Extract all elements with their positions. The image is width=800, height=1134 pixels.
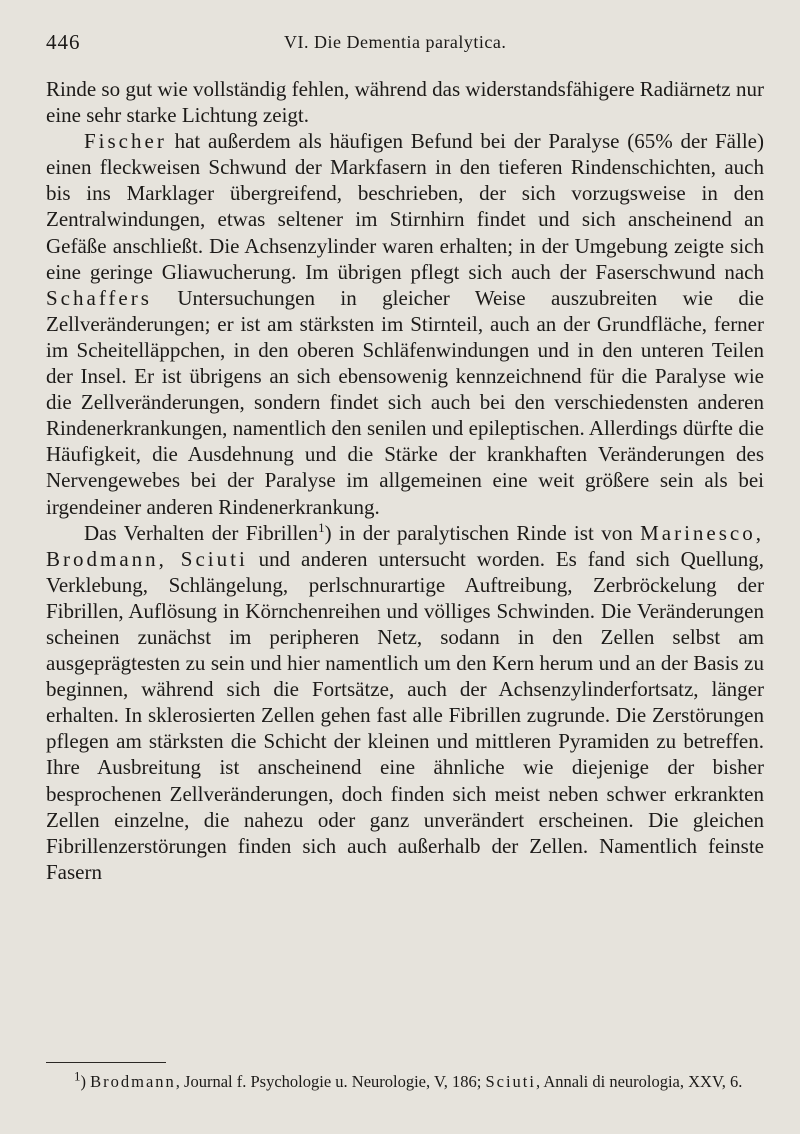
footnote-text-b: , Annali di neurologia, XXV, 6. xyxy=(535,1072,743,1091)
footnote-text-a: , Journal f. Psychologie u. Neurologie, V, 186; xyxy=(175,1072,486,1091)
paragraph-3-text-b: ) in der paralytischen Rinde ist von xyxy=(324,520,641,545)
footnote-number: 1 xyxy=(74,1068,81,1084)
running-head: VI. Die Dementia paralytica. xyxy=(284,32,507,52)
footnote-paren: ) xyxy=(80,1072,86,1091)
paragraph-fischer xyxy=(46,128,764,519)
paragraph-2-text-b: Untersuchungen in gleicher Weise auszubreiten wie die Zellveränderungen; er ist am stärksten im Stirnteil, auch an der Grundfläche, ferner im Scheitelläppchen, in den oberen Schläfenwindungen und in den unteren Teilen der Insel. Er ist übrigens an sich ebensowenig kennzeichnend für die Paralyse wie die Zellveränderungen, sondern findet sich auch bei den verschiedensten anderen Rindenerkrankungen, namentlich den senilen und epileptischen. Allerdings dürfte die Häufigkeit, die Ausdehnung und die Stärke der krankhaften Veränderungen des Nervengewebes bei der Paralyse im allgemeinen eine weit größere sein als bei irgendeiner anderen Rindenerkrankung. xyxy=(46,285,764,519)
author-name-schaffers: Schaffers xyxy=(46,285,152,310)
author-name-fischer: Fischer xyxy=(84,129,167,154)
footnote-divider xyxy=(46,1062,166,1063)
paragraph-3-text-c: und anderen untersucht worden. Es fand sich Quellung, Verklebung, Schlängelung, perlschnurartige Auftreibung, Zerbröckelung der Fibrillen, Auflösung in Körnchenreihen und völliges Schwinden. Die Veränderungen scheinen zunächst im peripheren Netz, sodann in den Zellen selbst am ausgeprägtesten zu sein und hier namentlich um den Kern herum und an der Basis zu beginnen, während sich die Fortsätze, auch der Achsenzylinderfortsatz, länger erhalten. In sklerosierten Zellen gehen fast alle Fibrillen zugrunde. Die Zerstörungen pflegen am stärksten die Schicht der kleinen und mittleren Pyramiden zu betreffen. Ihre Ausbreitung ist anscheinend eine ähnliche wie diejenige der bisher besprochenen Zellveränderungen, doch finden sich meist neben schwer erkrankten Zellen einzelne, die nahezu oder ganz unverändert erscheinen. Die gleichen Fibrillenzerstörungen finden sich auch außerhalb der Zellen. Namentlich feinste Fasern xyxy=(46,546,764,884)
footnote-author-sciuti: Sciuti xyxy=(485,1072,536,1091)
paragraph-1-text: Rinde so gut wie vollständig fehlen, während das widerstandsfähigere Radiärnetz nur eine sehr starke Lichtung zeigt. xyxy=(46,77,764,128)
page-header xyxy=(46,30,766,60)
footnote-mark xyxy=(46,1068,86,1091)
paragraph-2-text-a: hat außerdem als häufigen Befund bei der Paralyse (65% der Fälle) einen fleckweisen Schwund der Markfasern in den tieferen Rindenschichten, auch bis ins Marklager übergreifend, beschrieben, der sich vorzugsweise in den Zentralwindungen, etwas seltener im Stirnhirn findet und sich anscheinend an Gefäße anschließt. Die Achsenzylinder waren erhalten; in der Umgebung zeigte sich eine geringe Gliawucherung. Im übrigen pflegt sich auch der Faserschwund nach xyxy=(46,129,764,284)
footnote-reference: 1 xyxy=(318,519,325,535)
paragraph-3-text-a: Das Verhalten der Fibrillen xyxy=(84,520,319,545)
page-number: 446 xyxy=(46,30,81,54)
paragraph-fibrillen xyxy=(46,520,764,885)
body-text xyxy=(46,76,764,885)
footnote-author-brodmann: Brodmann xyxy=(90,1072,176,1091)
paragraph-continuation xyxy=(46,76,764,128)
author-names-list: Marinesco, Brodmann, Sciuti xyxy=(46,520,764,571)
footnote xyxy=(46,1068,764,1092)
